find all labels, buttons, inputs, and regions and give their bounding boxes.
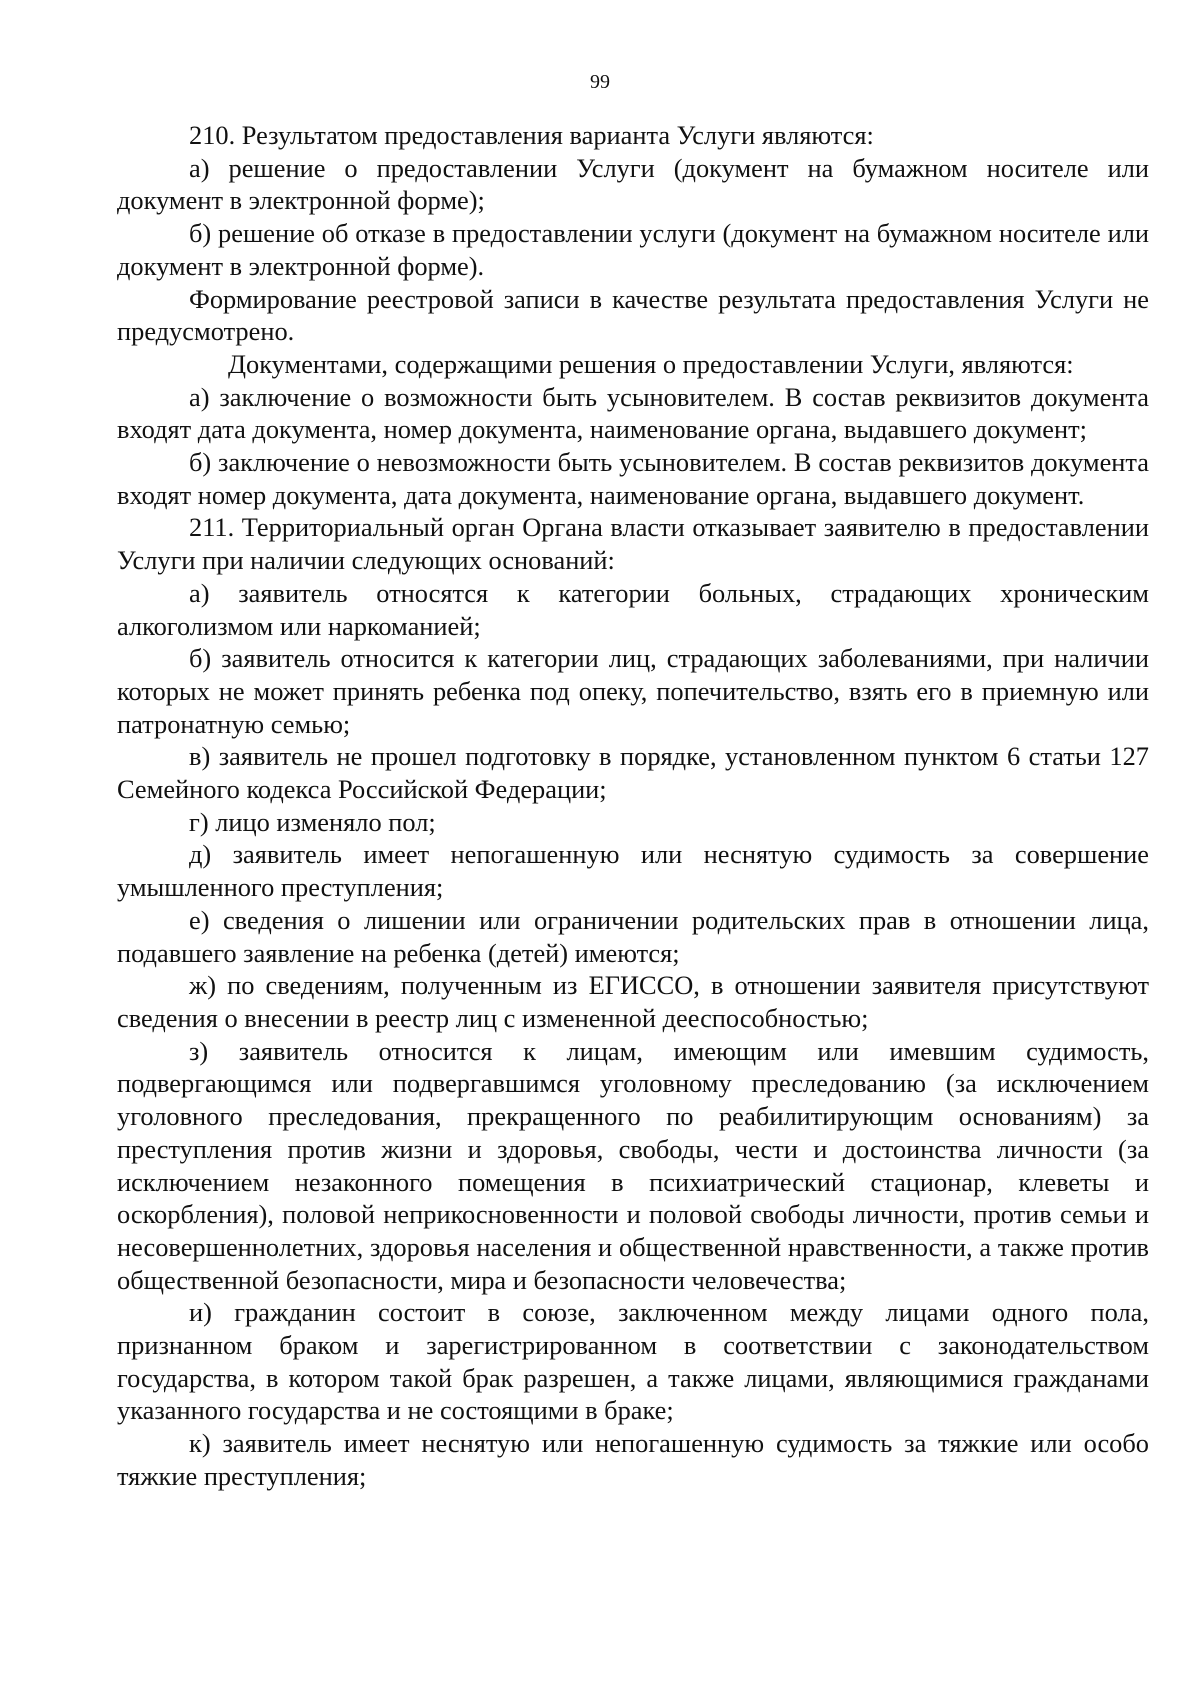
paragraph-210-b: б) решение об отказе в предоставлении услуги (документ на бумажном носителе или документ в электронной форме). xyxy=(117,218,1149,281)
page-number: 99 xyxy=(590,71,610,93)
paragraph-documents-a: а) заключение о возможности быть усыновителем. В состав реквизитов документа входят дата документа, номер документа, наименование органа, выдавшего документ; xyxy=(117,381,1149,445)
paragraph-211-i: и) гражданин состоит в союзе, заключенном между лицами одного пола, признанном браком и зарегистрированном в соответствии с законодательством государства, в котором такой брак разрешен, а также лицами, являющимися гражданами указанного государства и не состоящими в браке; xyxy=(117,1297,1149,1426)
paragraph-decision-documents: Документами, содержащими решения о предоставлении Услуги, являются: xyxy=(228,348,1074,379)
paragraph-211-z: з) заявитель относится к лицам, имеющим или имевшим судимость, подвергающимся или подвергавшимся уголовному преследованию (за исключением уголовного преследования, прекращенного по реабилитирующим основаниям) за преступления против жизни и здоровья, свободы, чести и достоинства личности (за исключением незаконного помещения в психиатрический стационар, клеветы и оскорбления), половой неприкосновенности и половой свободы личности, против семьи и несовершеннолетних, здоровья населения и общественной нравственности, а также против общественной безопасности, мира и безопасности человечества; xyxy=(117,1035,1149,1295)
paragraph-registry-record: Формирование реестровой записи в качестве результата предоставления Услуги не предусмотрено. xyxy=(117,283,1149,347)
paragraph-211-intro: 211. Территориальный орган Органа власти отказывает заявителю в предоставлении Услуги при наличии следующих оснований: xyxy=(117,512,1149,576)
paragraph-211-a: а) заявитель относятся к категории больных, страдающих хроническим алкоголизмом или наркоманией; xyxy=(117,577,1149,641)
paragraph-211-v: в) заявитель не прошел подготовку в порядке, установленном пунктом 6 статьи 127 Семейного кодекса Российской Федерации; xyxy=(117,741,1149,805)
paragraph-211-b: б) заявитель относится к категории лиц, страдающих заболеваниями, при наличии которых не может принять ребенка под опеку, попечительство, взять его в приемную или патронатную семью; xyxy=(117,643,1149,739)
paragraph-211-d: д) заявитель имеет непогашенную или неснятую судимость за совершение умышленного преступления; xyxy=(117,839,1149,903)
paragraph-210-a: а) решение о предоставлении Услуги (документ на бумажном носителе или документ в электронной форме); xyxy=(117,152,1149,216)
paragraph-211-zh: ж) по сведениям, полученным из ЕГИССО, в отношении заявителя присутствуют сведения о внесении в реестр лиц с измененной дееспособностью; xyxy=(117,970,1149,1033)
paragraph-210-intro: 210. Результатом предоставления варианта Услуги являются: xyxy=(189,120,874,150)
document-body xyxy=(117,119,1149,1493)
paragraph-211-k: к) заявитель имеет неснятую или непогашенную судимость за тяжкие или особо тяжкие преступления; xyxy=(117,1428,1149,1491)
paragraph-211-g: г) лицо изменяло пол; xyxy=(189,806,436,837)
paragraph-211-e: е) сведения о лишении или ограничении родительских прав в отношении лица, подавшего заявление на ребенка (детей) имеются; xyxy=(117,904,1149,968)
paragraph-documents-b: б) заключение о невозможности быть усыновителем. В состав реквизитов документа входят номер документа, дата документа, наименование органа, выдавшего документ. xyxy=(117,447,1149,510)
